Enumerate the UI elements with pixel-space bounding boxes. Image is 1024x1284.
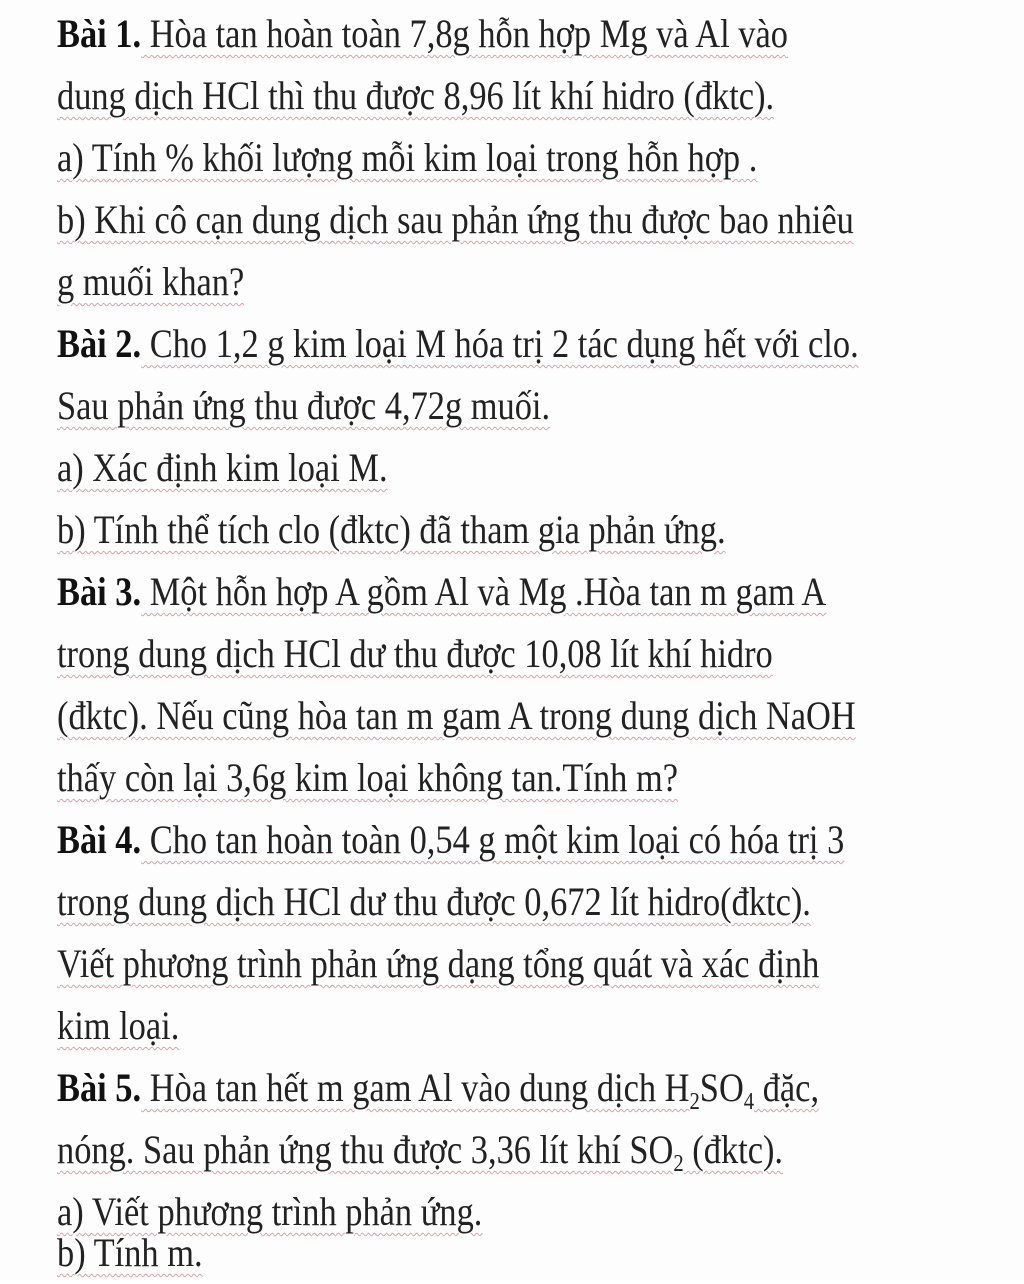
problem-5-part-b-text: b) Tính m.	[57, 1230, 203, 1275]
problem-2-part-a	[57, 437, 790, 499]
problem-2-part-b	[57, 499, 790, 561]
problem-2-text: Sau phản ứng thu được 4,72g muối.	[57, 383, 551, 428]
problem-4-line-1	[57, 809, 845, 871]
problem-5-line-1	[57, 1057, 820, 1119]
problem-1-part-a	[57, 127, 790, 189]
problem-4-line-3	[57, 933, 820, 995]
problem-3-text: thấy còn lại 3,6g kim loại không tan.Tính m?	[57, 755, 679, 800]
problem-5-line-2	[57, 1119, 790, 1181]
problem-2-line-1	[57, 313, 859, 375]
problem-2-label: Bài 2.	[57, 321, 142, 366]
problem-4-text: Viết phương trình phản ứng dạng tổng quát và xác định	[57, 941, 820, 986]
subscript-4: 4	[743, 1089, 755, 1115]
problem-3-line-3	[57, 685, 856, 747]
problem-5-text: (đktc).	[683, 1127, 784, 1172]
problem-3-line-4	[57, 747, 790, 809]
problem-1-part-b-cont	[57, 251, 790, 313]
problem-3-text: Một hỗn hợp A gồm Al và Mg .Hòa tan m gam A	[141, 569, 827, 614]
problem-2-text: Cho 1,2 g kim loại M hóa trị 2 tác dụng hết với clo.	[141, 321, 859, 366]
problem-5-part-b	[57, 1222, 790, 1284]
problem-4-label: Bài 4.	[57, 817, 142, 862]
problem-4-text: kim loại.	[57, 1003, 180, 1048]
problem-1-line-2	[57, 65, 790, 127]
problem-3-line-2	[57, 623, 790, 685]
problem-3-text: (đktc). Nếu cũng hòa tan m gam A trong dung dịch NaOH	[57, 693, 856, 738]
problem-5-label: Bài 5.	[57, 1065, 142, 1110]
problem-4-line-4	[57, 995, 790, 1057]
problem-3-line-1	[57, 561, 827, 623]
problem-2-part-b-text: b) Tính thể tích clo (đktc) đã tham gia phản ứng.	[57, 507, 726, 552]
problem-4-text: Cho tan hoàn toàn 0,54 g một kim loại có hóa trị 3	[141, 817, 845, 862]
problem-1-label: Bài 1.	[57, 11, 142, 56]
problem-3-label: Bài 3.	[57, 569, 142, 614]
problem-1-text: dung dịch HCl thì thu được 8,96 lít khí hidro (đktc).	[57, 73, 775, 118]
problem-1-part-b-text: b) Khi cô cạn dung dịch sau phản ứng thu được bao nhiêu	[57, 197, 854, 242]
problem-1-line-1	[57, 3, 790, 65]
formula-part: SO	[699, 1065, 744, 1110]
problem-1-part-b	[57, 189, 854, 251]
problem-5-text: đặc,	[754, 1065, 820, 1110]
problem-2-line-2	[57, 375, 790, 437]
problem-5-text: nóng. Sau phản ứng thu được 3,36 lít khí SO	[57, 1127, 674, 1172]
subscript-2: 2	[689, 1089, 700, 1115]
problem-3-text: trong dung dịch HCl dư thu được 10,08 lít khí hidro	[57, 631, 773, 676]
problem-1-text: Hòa tan hoàn toàn 7,8g hỗn hợp Mg và Al vào	[141, 11, 788, 56]
problem-4-text: trong dung dịch HCl dư thu được 0,672 lít hidro(đktc).	[57, 879, 811, 924]
subscript-2: 2	[673, 1151, 684, 1177]
problem-5-part-a-text: a) Viết phương trình phản ứng.	[57, 1189, 483, 1234]
problem-1-part-b-text: g muối khan?	[57, 259, 245, 304]
problem-2-part-a-text: a) Xác định kim loại M.	[57, 445, 388, 490]
problem-5-text: Hòa tan hết m gam Al vào dung dịch H	[141, 1065, 690, 1110]
problem-4-line-2	[57, 871, 811, 933]
problem-1-part-a-text: a) Tính % khối lượng mỗi kim loại trong hỗn hợp .	[57, 135, 758, 180]
